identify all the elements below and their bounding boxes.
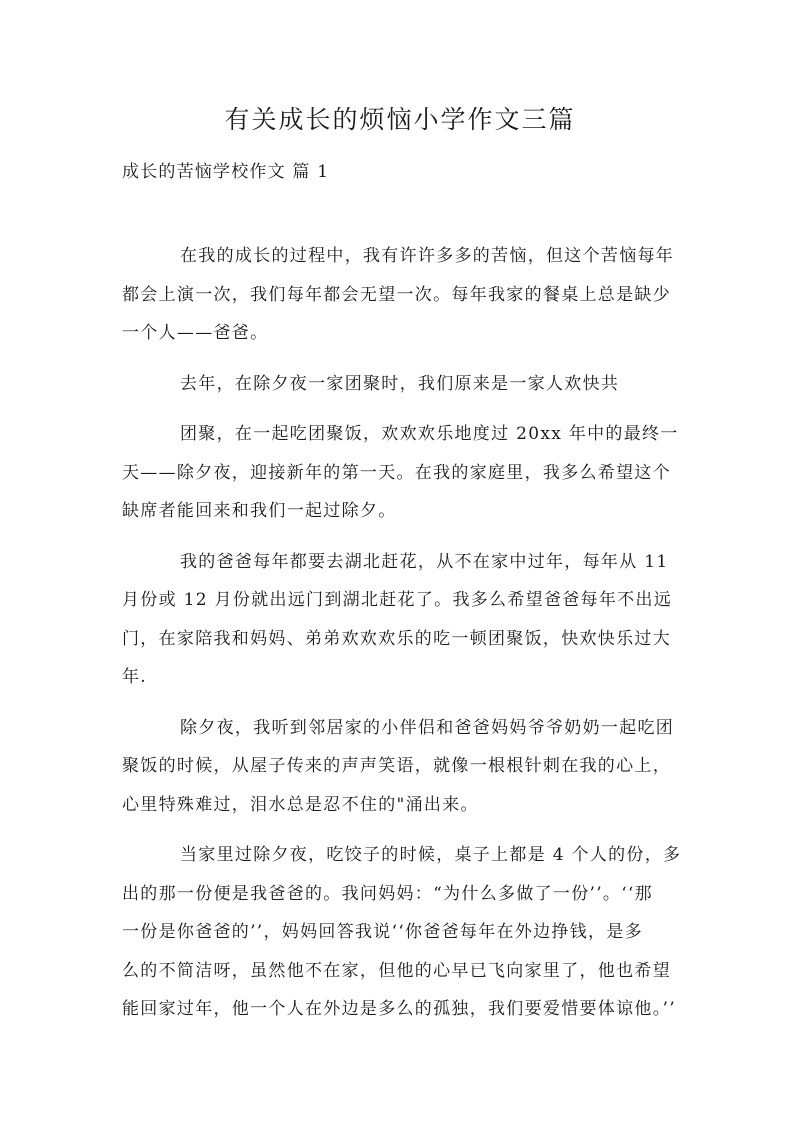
paragraph-line: 月份或 12 月份就出远门到湖北赶花了。我多么希望爸爸每年不出远 bbox=[122, 590, 673, 610]
paragraph-line: 能回家过年，他一个人在外边是多么的孤独，我们要爱惜要体谅他。’’ bbox=[122, 999, 676, 1019]
paragraph-line: 团聚，在一起吃团聚饭，欢欢欢乐地度过 20xx 年中的最终一 bbox=[180, 424, 679, 444]
paragraph-line: 我的爸爸每年都要去湖北赶花，从不在家中过年，每年从 11 bbox=[180, 551, 669, 572]
paragraph-line: 天——除夕夜，迎接新年的第一天。在我的家庭里，我多么希望这个 bbox=[122, 462, 671, 483]
document-body bbox=[122, 237, 682, 1041]
document-title: 有关成长的烦恼小学作文三篇 bbox=[224, 105, 576, 134]
paragraph-1 bbox=[122, 237, 682, 353]
paragraph-line: 缺席者能回来和我们一起过除夕。 bbox=[122, 501, 397, 521]
section-heading: 成长的苦恼学校作文 篇 1 bbox=[122, 162, 330, 182]
paragraph-line: 在我的成长的过程中，我有许许多多的苦恼，但这个苦恼每年 bbox=[180, 246, 675, 266]
paragraph-line: 出的那一份便是我爸爸的。我问妈妈：“为什么多做了一份’’。‘‘那 bbox=[122, 883, 653, 904]
paragraph-line: 一份是你爸爸的’’，妈妈回答我说‘‘你爸爸每年在外边挣钱，是多 bbox=[122, 922, 643, 942]
paragraph-line: 心里特殊难过，泪水总是忍不住的"涌出来。 bbox=[122, 794, 479, 815]
paragraph-line: 除夕夜，我听到邻居家的小伴侣和爸爸妈妈爷爷奶奶一起吃团 bbox=[180, 717, 675, 738]
paragraph-2 bbox=[122, 365, 682, 404]
paragraph-line: 门，在家陪我和妈妈、弟弟欢欢欢乐的吃一顿团聚饭，快欢快乐过大 bbox=[122, 628, 671, 649]
paragraph-4 bbox=[122, 543, 682, 697]
paragraph-line: 年. bbox=[122, 667, 148, 687]
paragraph-5 bbox=[122, 709, 682, 825]
paragraph-line: 聚饭的时候，从屋子传来的声声笑语，就像一根根针刺在我的心上， bbox=[122, 756, 671, 776]
paragraph-line: 当家里过除夕夜，吃饺子的时候，桌子上都是 4 个人的份，多 bbox=[180, 845, 682, 865]
paragraph-6 bbox=[122, 836, 682, 1029]
paragraph-line: 么的不简洁呀，虽然他不在家，但他的心早已飞向家里了，他也希望 bbox=[122, 960, 671, 981]
paragraph-3 bbox=[122, 415, 682, 531]
paragraph-line: 一个人——爸爸。 bbox=[122, 323, 269, 343]
paragraph-line: 都会上演一次，我们每年都会无望一次。每年我家的餐桌上总是缺少 bbox=[122, 284, 671, 305]
paragraph-line: 去年，在除夕夜一家团聚时，我们原来是一家人欢快共 bbox=[180, 373, 620, 394]
